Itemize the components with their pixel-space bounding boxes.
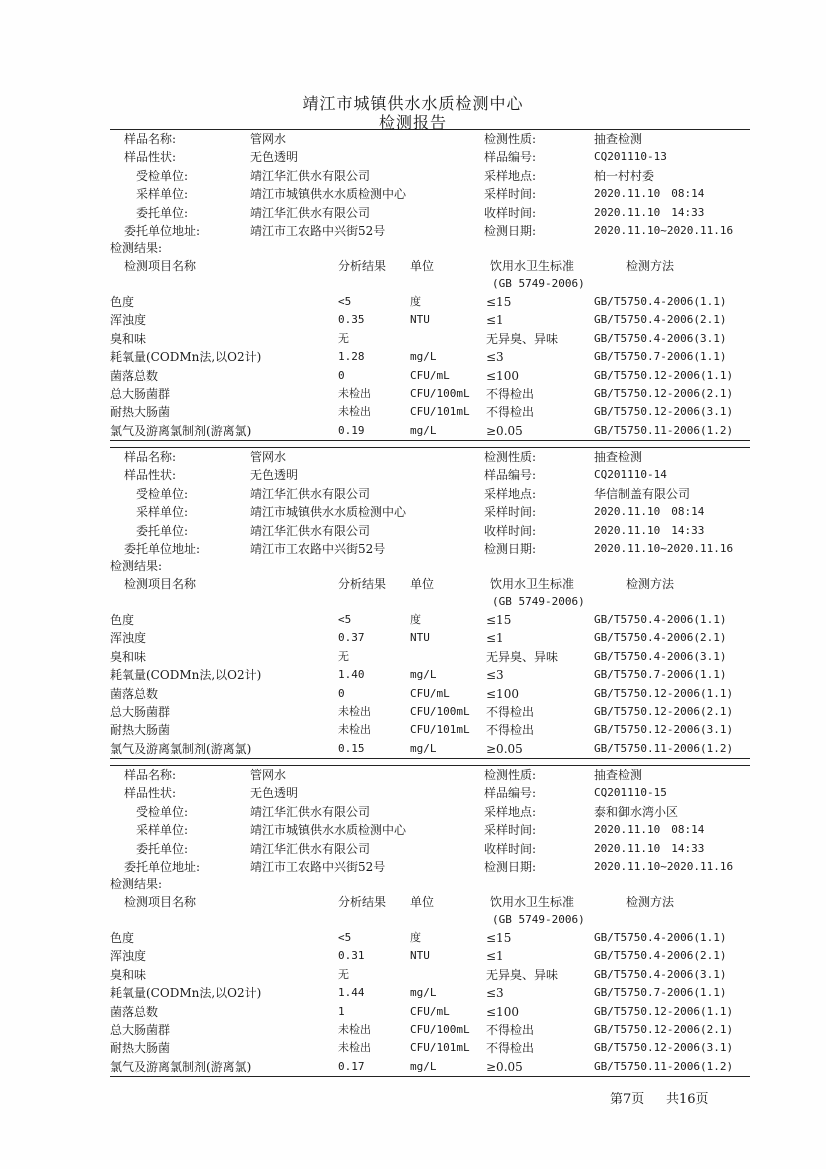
- result-standard: ≥0.05: [486, 741, 523, 756]
- result-standard: 无异臭、异味: [486, 331, 559, 346]
- info-label: 检测日期:: [484, 224, 537, 238]
- report-section: [110, 129, 750, 441]
- info-value-sample-name: 管网水: [250, 768, 287, 782]
- col-header-result: 分析结果: [338, 259, 387, 273]
- result-value: 未检出: [338, 705, 371, 718]
- info-label: 样品名称:: [124, 132, 177, 146]
- results-label: 检测结果:: [110, 559, 163, 573]
- result-unit: NTU: [410, 949, 430, 963]
- info-label: 委托单位地址:: [124, 224, 201, 238]
- info-label: 样品编号:: [484, 468, 537, 483]
- result-unit: CFU/mL: [410, 368, 450, 382]
- result-standard: ≤3: [486, 986, 504, 1001]
- info-value-sampling-unit: 靖江市城镇供水水质检测中心: [250, 823, 407, 838]
- result-method: GB/T5750.7-2006(1.1): [594, 668, 727, 682]
- result-value: 未检出: [338, 405, 371, 419]
- col-header-standard-code: (GB 5749-2006): [492, 277, 585, 290]
- result-item-name: 耐热大肠菌: [110, 405, 171, 420]
- info-value-receive-time: 2020.11.10 14:33: [594, 841, 705, 855]
- info-value-sample-no: CQ201110-13: [594, 150, 667, 164]
- result-item-name: 色度: [110, 295, 135, 309]
- result-method: GB/T5750.4-2006(1.1): [594, 931, 727, 944]
- result-standard: ≤100: [486, 1004, 519, 1019]
- result-method: GB/T5750.12-2006(1.1): [594, 1004, 734, 1018]
- result-unit: mg/L: [410, 741, 437, 755]
- result-standard: 不得检出: [486, 1023, 535, 1037]
- info-label: 检测性质:: [484, 768, 537, 782]
- result-unit: mg/L: [410, 423, 437, 437]
- result-item-name: 氯气及游离氯制剂(游离氯): [110, 423, 252, 438]
- info-label: 采样单位:: [136, 505, 189, 520]
- result-unit: CFU/101mL: [410, 1041, 470, 1055]
- result-value: 0: [338, 368, 345, 382]
- result-value: 0.15: [338, 741, 365, 755]
- col-header-standard-code: (GB 5749-2006): [492, 595, 585, 608]
- result-unit: CFU/mL: [410, 1004, 450, 1018]
- section-bottom-rule: [110, 1076, 750, 1077]
- report-title: 检测报告: [378, 113, 447, 132]
- info-label: 委托单位地址:: [124, 860, 201, 874]
- result-standard: ≥0.05: [486, 1059, 523, 1074]
- info-value-client-address: 靖江市工农路中兴街52号: [250, 542, 386, 556]
- result-method: GB/T5750.12-2006(2.1): [594, 705, 734, 718]
- result-item-name: 浑浊度: [110, 313, 147, 328]
- info-label: 样品名称:: [124, 450, 177, 464]
- col-header-standard: 饮用水卫生标准: [490, 577, 575, 591]
- section-top-rule: [110, 765, 750, 766]
- result-item-name: 菌落总数: [110, 368, 159, 383]
- result-method: GB/T5750.12-2006(3.1): [594, 405, 734, 419]
- result-unit: CFU/101mL: [410, 405, 470, 419]
- info-label: 委托单位:: [136, 841, 189, 856]
- info-value-sampling-time: 2020.11.10 08:14: [594, 187, 705, 201]
- info-label: 委托单位地址:: [124, 542, 201, 556]
- result-method: GB/T5750.12-2006(1.1): [594, 686, 734, 700]
- result-unit: CFU/100mL: [410, 387, 470, 400]
- result-standard: ≤3: [486, 668, 504, 683]
- result-standard: ≤100: [486, 686, 519, 701]
- info-value-sample-name: 管网水: [250, 450, 287, 464]
- info-label: 采样地点:: [484, 486, 537, 501]
- info-label: 收样时间:: [484, 523, 537, 538]
- col-header-standard: 饮用水卫生标准: [490, 259, 575, 273]
- result-item-name: 色度: [110, 931, 135, 945]
- col-header-method: 检测方法: [626, 577, 675, 591]
- result-item-name: 耐热大肠菌: [110, 1041, 171, 1056]
- info-label: 受检单位:: [136, 804, 189, 819]
- results-label: 检测结果:: [110, 877, 163, 891]
- result-value: 0: [338, 686, 345, 700]
- info-value-nature: 抽查检测: [594, 450, 643, 464]
- result-standard: ≤1: [486, 313, 504, 328]
- result-value: 未检出: [338, 1041, 371, 1055]
- info-value-nature: 抽查检测: [594, 768, 643, 782]
- result-standard: ≤15: [486, 295, 512, 309]
- result-value: 1: [338, 1004, 345, 1018]
- result-item-name: 浑浊度: [110, 631, 147, 646]
- result-item-name: 臭和味: [110, 331, 147, 346]
- info-label: 受检单位:: [136, 486, 189, 501]
- info-label: 委托单位:: [136, 205, 189, 220]
- result-method: GB/T5750.4-2006(1.1): [594, 295, 727, 308]
- result-standard: ≥0.05: [486, 423, 523, 438]
- result-unit: 度: [410, 295, 421, 308]
- info-label: 检测日期:: [484, 542, 537, 556]
- result-item-name: 耗氧量(CODMn法,以O2计): [110, 986, 262, 1001]
- result-item-name: 菌落总数: [110, 686, 159, 701]
- result-item-name: 总大肠菌群: [110, 1023, 171, 1037]
- section-top-rule: [110, 129, 750, 130]
- col-header-method: 检测方法: [626, 895, 675, 909]
- result-value: 未检出: [338, 723, 371, 737]
- result-method: GB/T5750.4-2006(2.1): [594, 313, 727, 327]
- result-standard: 不得检出: [486, 705, 535, 719]
- result-method: GB/T5750.4-2006(3.1): [594, 649, 727, 663]
- result-value: <5: [338, 931, 352, 944]
- info-value-receive-time: 2020.11.10 14:33: [594, 523, 705, 537]
- info-value-sample-no: CQ201110-14: [594, 468, 667, 482]
- col-header-unit: 单位: [410, 895, 435, 909]
- result-item-name: 总大肠菌群: [110, 387, 171, 401]
- col-header-item: 检测项目名称: [124, 895, 197, 909]
- col-header-unit: 单位: [410, 577, 435, 591]
- page-total: 共16页: [666, 1092, 709, 1107]
- result-method: GB/T5750.11-2006(1.2): [594, 423, 734, 437]
- info-label: 采样地点:: [484, 168, 537, 183]
- info-label: 样品性状:: [124, 150, 177, 165]
- info-value-sampling-unit: 靖江市城镇供水水质检测中心: [250, 187, 407, 202]
- section-bottom-rule: [110, 758, 750, 759]
- page-number: 第7页: [610, 1092, 645, 1107]
- result-standard: 不得检出: [486, 405, 535, 420]
- col-header-unit: 单位: [410, 259, 435, 273]
- info-label: 采样时间:: [484, 823, 537, 838]
- info-value-sampling-place: 泰和御水湾小区: [594, 804, 679, 819]
- info-value-sample-name: 管网水: [250, 132, 287, 146]
- result-standard: ≤3: [486, 350, 504, 365]
- info-label: 检测性质:: [484, 132, 537, 146]
- info-label: 收样时间:: [484, 205, 537, 220]
- info-label: 采样单位:: [136, 823, 189, 838]
- info-label: 样品名称:: [124, 768, 177, 782]
- col-header-result: 分析结果: [338, 895, 387, 909]
- result-unit: mg/L: [410, 1059, 437, 1073]
- result-standard: ≤100: [486, 368, 519, 383]
- info-value-sampling-time: 2020.11.10 08:14: [594, 505, 705, 519]
- info-value-nature: 抽查检测: [594, 132, 643, 146]
- result-unit: CFU/mL: [410, 686, 450, 700]
- result-item-name: 臭和味: [110, 649, 147, 664]
- result-method: GB/T5750.4-2006(2.1): [594, 949, 727, 963]
- result-standard: 无异臭、异味: [486, 649, 559, 664]
- result-item-name: 耐热大肠菌: [110, 723, 171, 738]
- result-value: 无: [338, 967, 349, 981]
- info-label: 检测日期:: [484, 860, 537, 874]
- info-label: 采样单位:: [136, 187, 189, 202]
- result-value: 1.40: [338, 668, 365, 682]
- info-label: 样品性状:: [124, 786, 177, 801]
- report-section: [110, 765, 750, 1077]
- result-standard: ≤1: [486, 631, 504, 646]
- info-value-sample-trait: 无色透明: [250, 150, 299, 165]
- result-value: 无: [338, 649, 349, 663]
- result-unit: mg/L: [410, 350, 437, 364]
- result-unit: CFU/101mL: [410, 723, 470, 737]
- result-standard: ≤15: [486, 613, 512, 627]
- info-label: 采样地点:: [484, 804, 537, 819]
- results-label: 检测结果:: [110, 241, 163, 255]
- result-unit: NTU: [410, 631, 430, 645]
- report-org-title: 靖江市城镇供水水质检测中心: [302, 94, 524, 113]
- result-item-name: 氯气及游离氯制剂(游离氯): [110, 1059, 252, 1074]
- result-unit: NTU: [410, 313, 430, 327]
- result-value: 未检出: [338, 1023, 371, 1036]
- info-label: 样品编号:: [484, 150, 537, 165]
- result-method: GB/T5750.12-2006(2.1): [594, 387, 734, 400]
- info-value-test-date: 2020.11.10~2020.11.16: [594, 224, 734, 237]
- info-value-sampling-time: 2020.11.10 08:14: [594, 823, 705, 837]
- info-label: 采样时间:: [484, 505, 537, 520]
- result-item-name: 耗氧量(CODMn法,以O2计): [110, 350, 262, 365]
- info-value-sample-trait: 无色透明: [250, 786, 299, 801]
- result-method: GB/T5750.4-2006(3.1): [594, 331, 727, 345]
- info-value-receive-time: 2020.11.10 14:33: [594, 205, 705, 219]
- info-value-client-unit: 靖江华汇供水有限公司: [250, 523, 371, 538]
- info-label: 收样时间:: [484, 841, 537, 856]
- result-method: GB/T5750.11-2006(1.2): [594, 741, 734, 755]
- result-method: GB/T5750.7-2006(1.1): [594, 350, 727, 364]
- result-standard: 无异臭、异味: [486, 967, 559, 982]
- col-header-standard: 饮用水卫生标准: [490, 895, 575, 909]
- result-unit: CFU/100mL: [410, 1023, 470, 1036]
- section-top-rule: [110, 447, 750, 448]
- info-value-client-address: 靖江市工农路中兴街52号: [250, 860, 386, 874]
- result-unit: mg/L: [410, 986, 437, 1000]
- info-value-sampling-place: 柏一村村委: [594, 168, 655, 183]
- info-label: 检测性质:: [484, 450, 537, 464]
- info-value-test-date: 2020.11.10~2020.11.16: [594, 542, 734, 555]
- info-label: 受检单位:: [136, 168, 189, 183]
- result-method: GB/T5750.4-2006(3.1): [594, 967, 727, 981]
- result-item-name: 总大肠菌群: [110, 705, 171, 719]
- result-value: 无: [338, 331, 349, 345]
- result-item-name: 色度: [110, 613, 135, 627]
- result-standard: 不得检出: [486, 723, 535, 738]
- col-header-result: 分析结果: [338, 577, 387, 591]
- info-value-sample-no: CQ201110-15: [594, 786, 667, 800]
- info-value-inspected-unit: 靖江华汇供水有限公司: [250, 486, 371, 501]
- result-value: <5: [338, 613, 352, 626]
- result-value: 0.19: [338, 423, 365, 437]
- info-label: 样品性状:: [124, 468, 177, 483]
- section-bottom-rule: [110, 440, 750, 441]
- result-item-name: 氯气及游离氯制剂(游离氯): [110, 741, 252, 756]
- info-value-inspected-unit: 靖江华汇供水有限公司: [250, 168, 371, 183]
- result-item-name: 臭和味: [110, 967, 147, 982]
- result-value: 0.17: [338, 1059, 365, 1073]
- report-section: [110, 447, 750, 759]
- result-unit: 度: [410, 613, 421, 626]
- result-method: GB/T5750.12-2006(1.1): [594, 368, 734, 382]
- result-standard: ≤15: [486, 931, 512, 945]
- result-item-name: 浑浊度: [110, 949, 147, 964]
- result-method: GB/T5750.11-2006(1.2): [594, 1059, 734, 1073]
- info-value-test-date: 2020.11.10~2020.11.16: [594, 860, 734, 873]
- result-method: GB/T5750.4-2006(2.1): [594, 631, 727, 645]
- result-value: 0.35: [338, 313, 365, 327]
- info-value-sampling-place: 华信制盖有限公司: [594, 486, 691, 501]
- result-unit: mg/L: [410, 668, 437, 682]
- info-label: 委托单位:: [136, 523, 189, 538]
- col-header-item: 检测项目名称: [124, 259, 197, 273]
- info-label: 采样时间:: [484, 187, 537, 202]
- info-value-client-address: 靖江市工农路中兴街52号: [250, 224, 386, 238]
- result-value: 未检出: [338, 387, 371, 400]
- info-value-inspected-unit: 靖江华汇供水有限公司: [250, 804, 371, 819]
- result-value: 0.37: [338, 631, 365, 645]
- result-standard: ≤1: [486, 949, 504, 964]
- col-header-method: 检测方法: [626, 259, 675, 273]
- result-method: GB/T5750.12-2006(3.1): [594, 1041, 734, 1055]
- result-method: GB/T5750.7-2006(1.1): [594, 986, 727, 1000]
- info-value-client-unit: 靖江华汇供水有限公司: [250, 841, 371, 856]
- result-item-name: 耗氧量(CODMn法,以O2计): [110, 668, 262, 683]
- col-header-standard-code: (GB 5749-2006): [492, 913, 585, 926]
- info-label: 样品编号:: [484, 786, 537, 801]
- result-method: GB/T5750.12-2006(3.1): [594, 723, 734, 737]
- info-value-sample-trait: 无色透明: [250, 468, 299, 483]
- result-item-name: 菌落总数: [110, 1004, 159, 1019]
- result-standard: 不得检出: [486, 1041, 535, 1056]
- result-method: GB/T5750.4-2006(1.1): [594, 613, 727, 626]
- result-unit: CFU/100mL: [410, 705, 470, 718]
- info-value-sampling-unit: 靖江市城镇供水水质检测中心: [250, 505, 407, 520]
- result-method: GB/T5750.12-2006(2.1): [594, 1023, 734, 1036]
- result-value: <5: [338, 295, 352, 308]
- info-value-client-unit: 靖江华汇供水有限公司: [250, 205, 371, 220]
- result-value: 0.31: [338, 949, 365, 963]
- result-value: 1.44: [338, 986, 365, 1000]
- result-standard: 不得检出: [486, 387, 535, 401]
- col-header-item: 检测项目名称: [124, 577, 197, 591]
- result-unit: 度: [410, 931, 421, 944]
- result-value: 1.28: [338, 350, 365, 364]
